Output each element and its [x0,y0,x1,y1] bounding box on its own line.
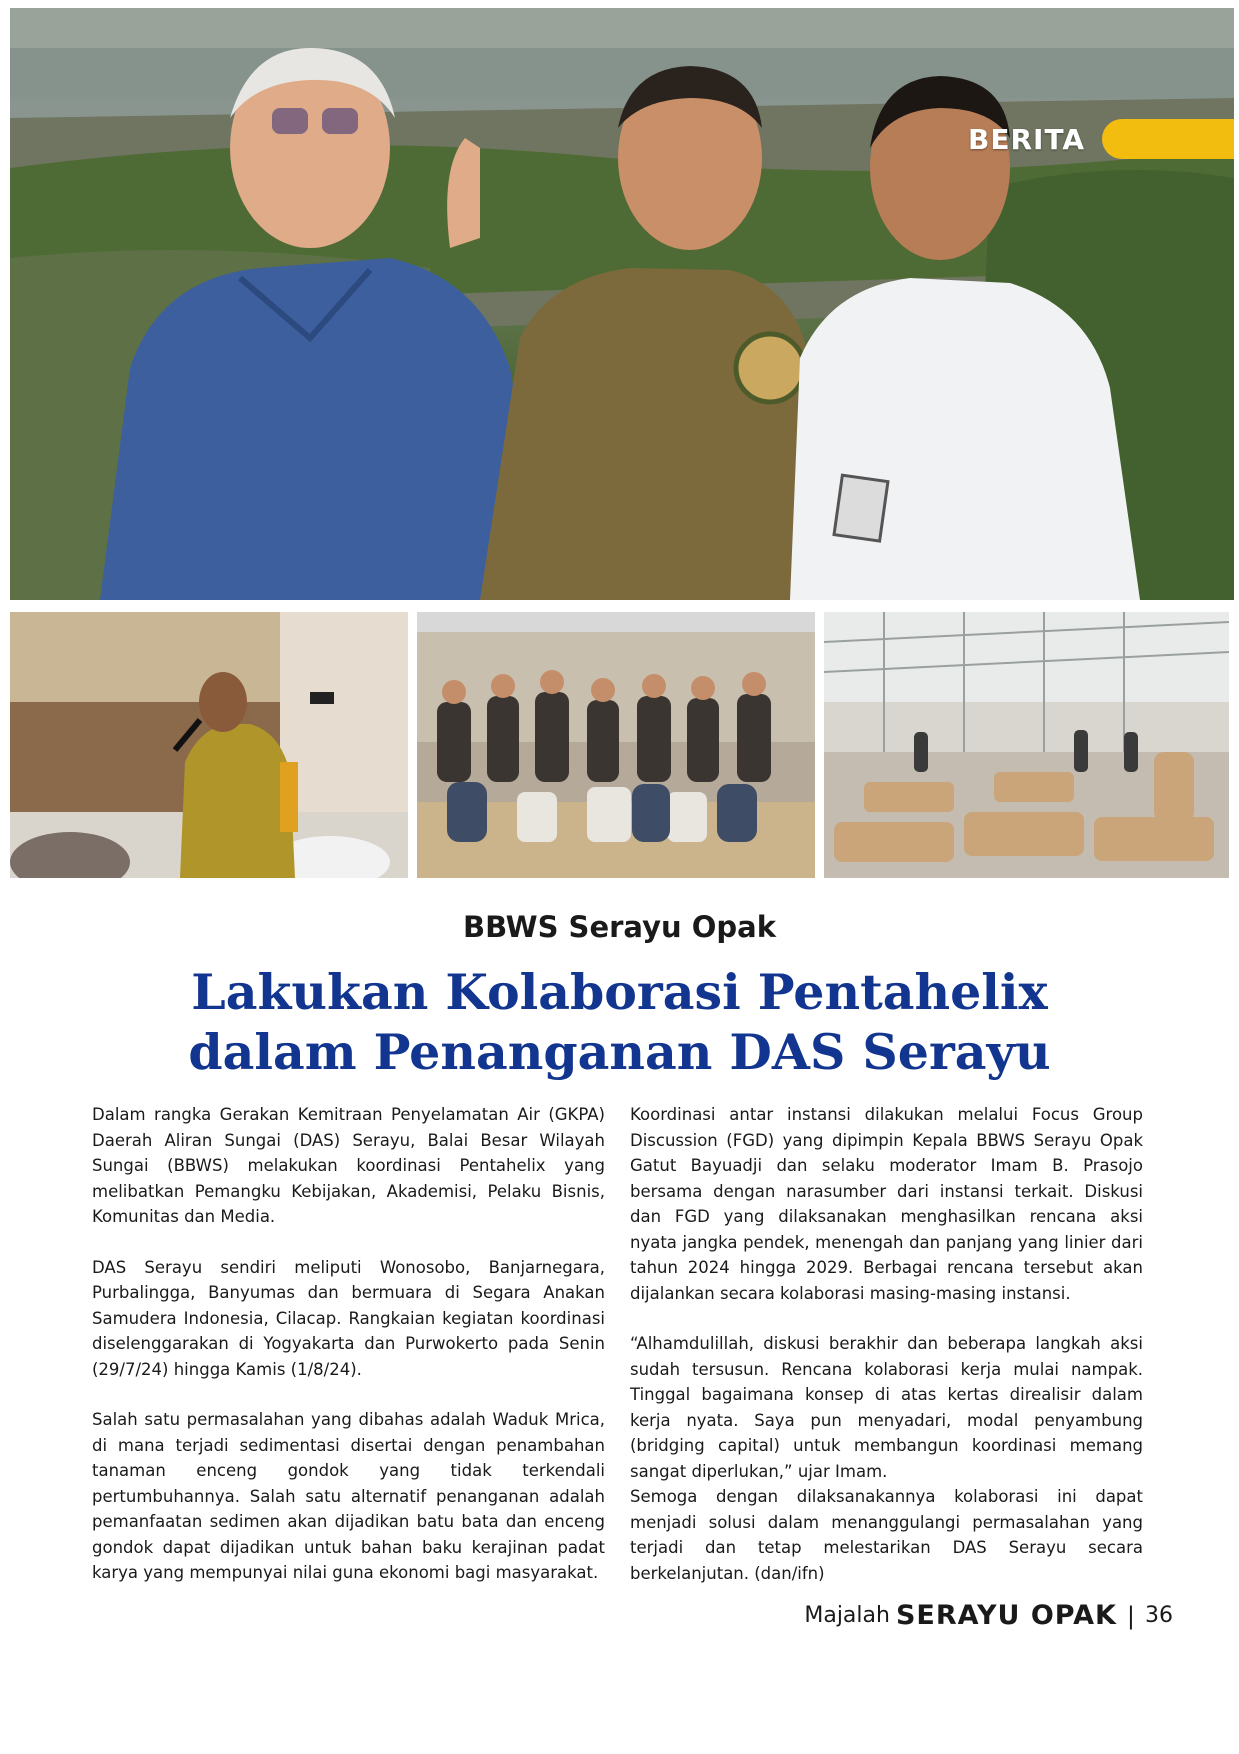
paragraph: DAS Serayu sendiri meliputi Wonosobo, Banjarnegara, Purbalingga, Banyumas dan bermuara di Segara Anakan Samudera Indonesia, Cilacap. Rangkaian kegiatan koordinasi diselenggarakan di Yogyakarta dan Purwokerto pada Senin (29/7/24) hingga Kamis (1/8/24). [92,1257,605,1379]
headline-line-2: dalam Penanganan DAS Serayu [188,1023,1051,1081]
workshop-photo [824,612,1229,878]
page-number: 36 [1145,1603,1173,1628]
section-badge [962,118,1234,160]
article-column-right [630,1102,1143,1611]
article-kicker: BBWS Serayu Opak [462,910,777,944]
article-column-left [92,1102,605,1611]
magazine-label: Majalah [804,1603,890,1628]
paragraph: “Alhamdulillah, diskusi berakhir dan beberapa langkah aksi sudah tersusun. Rencana kolaborasi kerja mulai nampak. Tinggal bagaimana konsep di atas kertas direalisir dalam kerja nyata. Saya pun menyadari, modal penyambung (bridging capital) untuk membangun koordinasi memang sangat diperlukan,” ujar Imam. [630,1334,1143,1481]
paragraph: Koordinasi antar instansi dilakukan melalui Focus Group Discussion (FGD) yang dipimpin Kepala BBWS Serayu Opak Gatut Bayuadji dan selaku moderator Imam B. Prasojo bersama dengan narasumber dari instansi terkait. Diskusi dan FGD yang dilaksanakan menghasilkan rencana aksi nyata jangka pendek, menengah dan panjang yang linier dari tahun 2024 hingga 2029. Berbagai rencana tersebut akan dijalankan secara kolaborasi masing-masing instansi. [630,1105,1143,1303]
speaker-photo [10,612,408,878]
hero-photo [10,8,1234,600]
speaker-photo-illustration [10,612,408,878]
paragraph: Salah satu permasalahan yang dibahas adalah Waduk Mrica, di mana terjadi sedimentasi disertai dengan penambahan tanaman enceng gondok yang tidak terkendali pertumbuhannya. Salah satu alternatif penanganan adalah pemanfaatan sedimen akan dijadikan batu bata dan enceng gondok dapat dijadikan untuk bahan baku kerajinan padat karya yang mempunyai nilai guna ekonomi bagi masyarakat. [92,1410,605,1582]
section-badge-label: BERITA [968,122,1086,156]
article-headline [0,962,1239,1082]
footer-separator: | [1126,1601,1135,1630]
workshop-photo-illustration [824,612,1229,878]
group-photo-illustration [417,612,815,878]
hero-photo-illustration [10,8,1234,600]
headline-line-1: Lakukan Kolaborasi Pentahelix [191,963,1048,1021]
magazine-brand: SERAYU OPAK [895,1600,1117,1631]
paragraph: Semoga dengan dilaksanakannya kolaborasi ini dapat menjadi solusi dalam menanggulangi permasalahan yang terjadi dan tetap melestarikan DAS Serayu secara berkelanjutan. (dan/ifn) [630,1487,1143,1583]
page-footer [804,1600,1173,1631]
paragraph: Dalam rangka Gerakan Kemitraan Penyelamatan Air (GKPA) Daerah Aliran Sungai (DAS) Serayu, Balai Besar Wilayah Sungai (BBWS) melakukan koordinasi Pentahelix yang melibatkan Pemangku Kebijakan, Akademisi, Pelaku Bisnis, Komunitas dan Media. [92,1105,605,1226]
badge-accent-tab [1102,119,1234,159]
group-photo [417,612,815,878]
